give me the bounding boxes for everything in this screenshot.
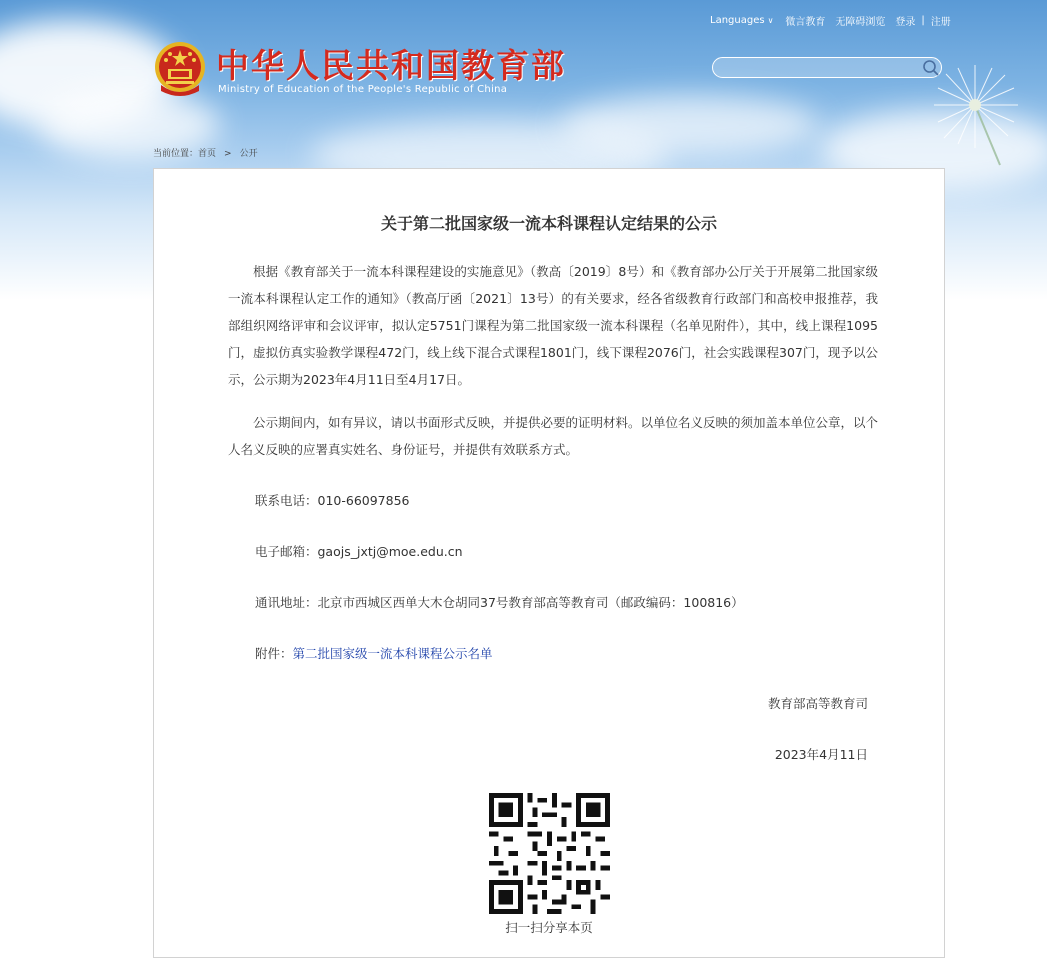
publish-date: 2023年4月11日 bbox=[774, 747, 868, 762]
login-link[interactable]: 登录 bbox=[895, 17, 916, 28]
breadcrumb-label: 当前位置： bbox=[153, 149, 199, 159]
accessible-browsing-link[interactable]: 无障碍浏览 bbox=[835, 17, 886, 28]
attachment-line bbox=[255, 644, 493, 662]
dandelion-icon bbox=[930, 60, 1040, 170]
article-panel bbox=[153, 168, 945, 958]
link-separator: | bbox=[921, 15, 925, 26]
contact-address: 通讯地址：北京市西城区西单大木仓胡同37号教育部高等教育司（邮政编码：100816） bbox=[255, 595, 744, 610]
top-links bbox=[710, 13, 951, 28]
article-title: 关于第二批国家级一流本科课程认定结果的公示 bbox=[380, 214, 717, 233]
contact-phone: 联系电话：010-66097856 bbox=[255, 493, 410, 508]
breadcrumb-home-link[interactable]: 首页 bbox=[198, 149, 217, 159]
weiyan-link[interactable]: 微言教育 bbox=[785, 17, 826, 28]
paragraph-2-text: 公示期间内，如有异议，请以书面形式反映，并提供必要的证明材料。以单位名义反映的须加盖本单位公章，以个人名义反映的应署真实姓名、身份证号，并提供有效联系方式。 bbox=[228, 415, 879, 457]
article-paragraph-1 bbox=[228, 258, 878, 393]
breadcrumb bbox=[153, 146, 258, 159]
attachment-label: 附件： bbox=[255, 646, 293, 661]
qr-caption: 扫一扫分享本页 bbox=[505, 920, 593, 935]
site-subtitle: Ministry of Education of the People's Republic of China bbox=[218, 84, 508, 95]
breadcrumb-arrow-icon: > bbox=[224, 149, 232, 159]
languages-link[interactable]: Languages bbox=[710, 15, 765, 26]
national-emblem-icon bbox=[153, 41, 207, 99]
breadcrumb-current[interactable]: 公开 bbox=[239, 149, 258, 159]
chevron-down-icon[interactable]: ∨ bbox=[767, 16, 774, 25]
signature: 教育部高等教育司 bbox=[767, 696, 868, 711]
site-title: 中华人民共和国教育部 bbox=[216, 46, 566, 85]
register-link[interactable]: 注册 bbox=[930, 17, 951, 28]
contact-email: 电子邮箱：gaojs_jxtj@moe.edu.cn bbox=[255, 544, 463, 559]
article-paragraph-2 bbox=[228, 409, 878, 463]
search-input[interactable] bbox=[712, 57, 942, 78]
attachment-link[interactable]: 第二批国家级一流本科课程公示名单 bbox=[292, 646, 493, 661]
qr-code-icon bbox=[489, 793, 610, 914]
paragraph-1-text: 根据《教育部关于一流本科课程建设的实施意见》（教高〔2019〕8号）和《教育部办公厅关于开展第二批国家级一流本科课程认定工作的通知》（教高厅函〔2021〕13号）的有关要求，经各省级教育行政部门和高校申报推荐，我部组织网络评审和会议评审，拟认定5751门课程为第二批国家级一流本科课程（名单见附件），其中，线上课程1095门，虚拟仿真实验教学课程472门，线上线下混合式课程1801门，线下课程2076门，社会实践课程307门，现予以公示，公示期为2023年4月11日至4月17日。 bbox=[228, 264, 878, 387]
search-icon[interactable] bbox=[921, 58, 941, 78]
